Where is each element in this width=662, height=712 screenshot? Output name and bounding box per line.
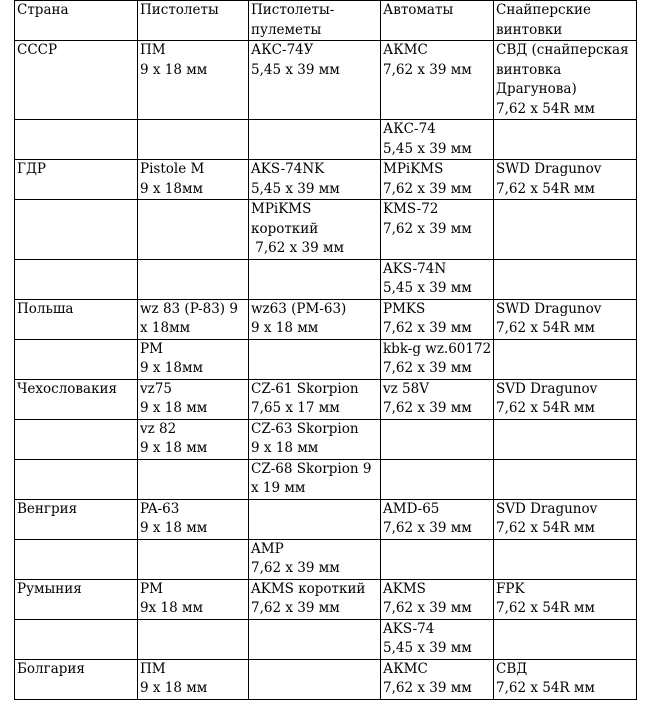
header-submachine-guns: Пистолеты- пулеметы (249, 1, 381, 41)
table-row (15, 200, 637, 260)
table-row (15, 659, 637, 699)
cell-sniper-rifles (494, 200, 637, 260)
table-row (15, 120, 637, 160)
cell-assault-rifles (381, 459, 494, 499)
header-assault-rifles: Автоматы (381, 1, 494, 41)
cell-submachine-guns: CZ-63 Skorpion 9 х 18 мм (249, 419, 381, 459)
table-row (15, 539, 637, 579)
cell-submachine-guns: MPiKMS короткий 7,62 х 39 мм (249, 200, 381, 260)
cell-pistols (138, 120, 249, 160)
cell-sniper-rifles: SWD Dragunov 7,62 х 54R мм (494, 160, 637, 200)
cell-sniper-rifles: СВД (снайперская винтовка Драгунова) 7,62 х 54R мм (494, 41, 637, 120)
cell-pistols (138, 200, 249, 260)
weapons-table (14, 0, 637, 700)
cell-sniper-rifles: SVD Dragunov 7,62 х 54R мм (494, 379, 637, 419)
cell-assault-rifles: АКМС 7,62 х 39 мм (381, 41, 494, 120)
cell-pistols: PM 9х 18 мм (138, 579, 249, 619)
cell-pistols: wz 83 (P-83) 9 х 18мм (138, 299, 249, 339)
cell-sniper-rifles: SWD Dragunov 7,62 х 54R мм (494, 299, 637, 339)
table-row (15, 459, 637, 499)
cell-submachine-guns: CZ-61 Skorpion 7,65 х 17 мм (249, 379, 381, 419)
cell-sniper-rifles (494, 259, 637, 299)
cell-submachine-guns (249, 259, 381, 299)
cell-country: Румыния (15, 579, 138, 619)
cell-assault-rifles: AKS-74 5,45 х 39 мм (381, 619, 494, 659)
cell-submachine-guns (249, 339, 381, 379)
cell-pistols (138, 539, 249, 579)
table-row (15, 579, 637, 619)
table-row (15, 259, 637, 299)
table-row (15, 41, 637, 120)
cell-sniper-rifles (494, 459, 637, 499)
cell-assault-rifles: PMKS 7,62 х 39 мм (381, 299, 494, 339)
cell-country (15, 459, 138, 499)
cell-sniper-rifles: SVD Dragunov 7,62 х 54R мм (494, 499, 637, 539)
cell-country (15, 339, 138, 379)
cell-sniper-rifles (494, 339, 637, 379)
cell-submachine-guns (249, 659, 381, 699)
cell-assault-rifles: MPiKMS 7,62 х 39 мм (381, 160, 494, 200)
cell-assault-rifles: АКМС 7,62 х 39 мм (381, 659, 494, 699)
cell-pistols (138, 619, 249, 659)
cell-country: Венгрия (15, 499, 138, 539)
header-sniper-rifles: Снайперские винтовки (494, 1, 637, 41)
cell-submachine-guns (249, 619, 381, 659)
cell-country (15, 259, 138, 299)
cell-sniper-rifles (494, 619, 637, 659)
cell-country (15, 120, 138, 160)
cell-sniper-rifles (494, 419, 637, 459)
cell-country (15, 200, 138, 260)
cell-submachine-guns: CZ-68 Skorpion 9 х 19 мм (249, 459, 381, 499)
cell-country (15, 419, 138, 459)
cell-assault-rifles: AMD-65 7,62 х 39 мм (381, 499, 494, 539)
cell-submachine-guns: AMP 7,62 х 39 мм (249, 539, 381, 579)
table-row (15, 499, 637, 539)
table-row (15, 619, 637, 659)
cell-sniper-rifles (494, 120, 637, 160)
cell-pistols: vz75 9 х 18 мм (138, 379, 249, 419)
cell-assault-rifles: kbk-g wz.60172 7,62 х 39 мм (381, 339, 494, 379)
cell-submachine-guns: wz63 (PM-63) 9 х 18 мм (249, 299, 381, 339)
cell-sniper-rifles (494, 539, 637, 579)
cell-assault-rifles (381, 539, 494, 579)
table-row (15, 419, 637, 459)
cell-assault-rifles: AKS-74N 5,45 х 39 мм (381, 259, 494, 299)
cell-submachine-guns (249, 120, 381, 160)
cell-submachine-guns: АКС-74У 5,45 х 39 мм (249, 41, 381, 120)
cell-country: Болгария (15, 659, 138, 699)
cell-pistols: vz 82 9 х 18 мм (138, 419, 249, 459)
cell-pistols (138, 259, 249, 299)
table-row (15, 299, 637, 339)
weapons-table-body (15, 1, 637, 700)
cell-country: Польша (15, 299, 138, 339)
cell-assault-rifles: АКС-74 5,45 х 39 мм (381, 120, 494, 160)
cell-country: Чехословакия (15, 379, 138, 419)
table-row (15, 339, 637, 379)
cell-assault-rifles: vz 58V 7,62 х 39 мм (381, 379, 494, 419)
cell-pistols: Pistole M 9 х 18мм (138, 160, 249, 200)
table-row (15, 379, 637, 419)
cell-pistols: ПМ 9 х 18 мм (138, 659, 249, 699)
cell-country (15, 619, 138, 659)
cell-sniper-rifles: СВД 7,62 х 54R мм (494, 659, 637, 699)
cell-pistols: ПМ 9 х 18 мм (138, 41, 249, 120)
cell-pistols: PA-63 9 х 18 мм (138, 499, 249, 539)
cell-country (15, 539, 138, 579)
cell-assault-rifles (381, 419, 494, 459)
cell-assault-rifles: KMS-72 7,62 х 39 мм (381, 200, 494, 260)
cell-pistols (138, 459, 249, 499)
cell-pistols: PM 9 х 18мм (138, 339, 249, 379)
cell-assault-rifles: AKMS 7,62 х 39 мм (381, 579, 494, 619)
cell-submachine-guns: AKS-74NK 5,45 х 39 мм (249, 160, 381, 200)
cell-submachine-guns (249, 499, 381, 539)
cell-country: СССР (15, 41, 138, 120)
header-country: Страна (15, 1, 138, 41)
cell-country: ГДР (15, 160, 138, 200)
table-row (15, 160, 637, 200)
header-row (15, 1, 637, 41)
cell-submachine-guns: AKMS короткий 7,62 х 39 мм (249, 579, 381, 619)
header-pistols: Пистолеты (138, 1, 249, 41)
cell-sniper-rifles: FPK 7,62 х 54R мм (494, 579, 637, 619)
